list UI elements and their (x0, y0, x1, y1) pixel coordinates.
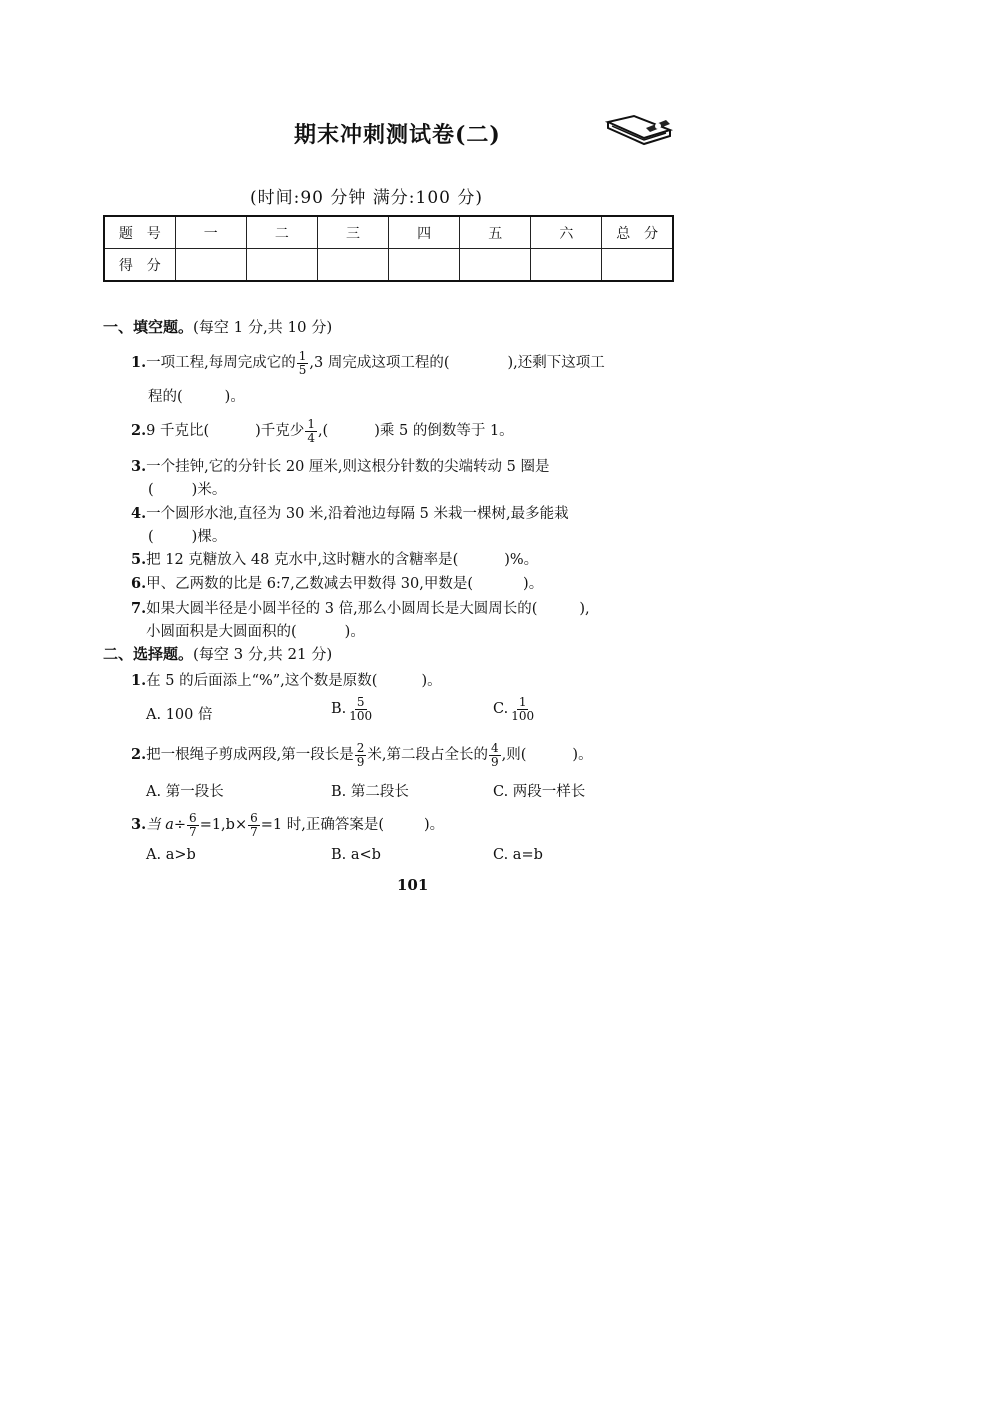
fraction-numerator: 6 (189, 811, 197, 825)
question-number: 3. (131, 458, 147, 475)
fraction-numerator: 4 (491, 741, 499, 755)
fraction (305, 418, 317, 444)
question-text: ,则( (501, 747, 527, 764)
score-cell[interactable] (602, 249, 673, 282)
question-text: 米,第二段占全长的 (367, 747, 488, 764)
option-c[interactable]: C. 两段一样长 (493, 784, 586, 800)
table-cell: 三 (317, 216, 388, 249)
question-text: )。 (572, 747, 593, 764)
fraction-denominator: 7 (189, 824, 197, 839)
fraction-numerator: 5 (356, 695, 365, 709)
table-cell: 一 (175, 216, 246, 249)
table-cell: 二 (246, 216, 317, 249)
section-heading (103, 316, 332, 337)
question-number: 4. (131, 505, 147, 522)
question-text: )。 (523, 576, 544, 592)
question-1-7 (131, 597, 590, 618)
question-text: 一个挂钟,它的分针长 20 厘米,则这根分针数的尖端转动 5 圈是 (146, 459, 550, 475)
fraction (355, 742, 367, 768)
exam-meta: (时间:90 分钟 满分:100 分) (250, 188, 484, 208)
fraction-denominator: 9 (491, 754, 499, 769)
option-a[interactable]: A. 第一段长 (146, 784, 224, 800)
question-text: =1 时,正确答案是( (260, 817, 384, 834)
fraction-denominator: 9 (356, 754, 365, 769)
question-number: 6. (131, 575, 147, 592)
question-text: ( (148, 482, 154, 498)
question-text: ,( (317, 423, 329, 440)
option-c[interactable]: C. a=b (493, 847, 543, 863)
score-cell[interactable] (389, 249, 460, 282)
question-text: )千克少 (255, 423, 305, 440)
section-title: 二、选择题。 (103, 645, 194, 663)
question-text: )乘 5 的倒数等于 1。 (374, 423, 514, 440)
question-text: )。 (344, 624, 365, 640)
score-cell[interactable] (317, 249, 388, 282)
fraction-numerator: 1 (298, 349, 307, 363)
option-b[interactable]: B. 第二段长 (331, 784, 409, 800)
fraction-denominator: 4 (307, 430, 315, 445)
score-cell[interactable] (175, 249, 246, 282)
option-label: B. (331, 701, 347, 718)
fraction-denominator: 100 (511, 708, 535, 723)
option-a[interactable]: A. a>b (146, 847, 196, 863)
option-b[interactable] (331, 696, 375, 722)
fraction (248, 812, 260, 838)
question-1-2 (131, 418, 514, 444)
fraction (187, 812, 199, 838)
question-2-2 (131, 742, 593, 768)
table-cell: 四 (389, 216, 460, 249)
question-number: 5. (131, 551, 147, 568)
question-text: 一项工程,每周完成它的 (146, 355, 296, 372)
question-2-3 (131, 812, 444, 838)
page-title: 期末冲刺测试卷(二) (294, 122, 501, 148)
score-table (103, 215, 674, 282)
question-number: 2. (131, 746, 147, 764)
question-1-4-line2 (148, 525, 226, 546)
section-title: 一、填空题。 (103, 318, 194, 336)
question-text: 甲、乙两数的比是 6:7,乙数减去甲数得 30,甲数是( (146, 576, 474, 592)
fraction-numerator: 6 (250, 811, 258, 825)
question-text: )。 (424, 817, 445, 834)
table-cell: 六 (531, 216, 602, 249)
question-text: 一个圆形水池,直径为 30 米,沿着池边每隔 5 米栽一棵树,最多能栽 (146, 506, 569, 522)
question-text: ( (148, 529, 154, 545)
question-1-7-line2 (146, 620, 365, 641)
fraction (509, 696, 536, 722)
question-1-6 (131, 572, 543, 593)
fraction-numerator: 1 (518, 695, 527, 709)
section-note: (每空 3 分,共 21 分) (193, 645, 333, 663)
fraction-denominator: 5 (298, 362, 307, 377)
question-text: )棵。 (191, 529, 227, 545)
question-text: 把 12 克糖放入 48 克水中,这时糖水的含糖率是( (146, 552, 459, 568)
table-cell: 得 分 (104, 249, 175, 282)
fraction (489, 742, 501, 768)
page-number: 101 (397, 876, 429, 894)
option-label: C. (493, 701, 509, 718)
question-text: =1,b× (199, 817, 248, 834)
fraction (297, 350, 309, 376)
fraction-numerator: 1 (307, 417, 315, 431)
question-text: 程的( (148, 389, 183, 405)
book-pencil-icon (604, 112, 674, 152)
question-text: 9 千克比( (146, 423, 210, 440)
question-1-4 (131, 502, 569, 523)
question-text: 小圆面积是大圆面积的( (146, 624, 297, 640)
question-1-3 (131, 455, 549, 476)
question-number: 1. (131, 354, 147, 372)
fraction-denominator: 100 (349, 708, 373, 723)
question-text: 在 5 的后面添上“%”,这个数是原数( (146, 673, 378, 689)
section-note: (每空 1 分,共 10 分) (193, 318, 333, 336)
question-text: 当 a÷ (146, 817, 187, 834)
question-1-1 (131, 350, 605, 376)
question-1-3-line2 (148, 478, 226, 499)
option-b[interactable]: B. a<b (331, 847, 381, 863)
question-text: )米。 (191, 482, 227, 498)
question-1-5 (131, 548, 538, 569)
question-2-1 (131, 669, 442, 690)
question-number: 1. (131, 672, 147, 689)
table-cell: 总 分 (602, 216, 673, 249)
score-header-row (104, 216, 673, 249)
question-text: ,3 周完成这项工程的( (309, 355, 450, 372)
question-text: 如果大圆半径是小圆半径的 3 倍,那么小圆周长是大圆周长的( (146, 601, 538, 617)
score-cell[interactable] (460, 249, 531, 282)
score-cell[interactable] (531, 249, 602, 282)
score-cell[interactable] (246, 249, 317, 282)
option-a[interactable]: A. 100 倍 (146, 707, 213, 723)
option-c[interactable] (493, 696, 537, 722)
question-text: )。 (421, 673, 442, 689)
question-text: 把一根绳子剪成两段,第一段长是 (146, 747, 354, 764)
question-1-1-line2 (148, 385, 245, 406)
fraction-denominator: 7 (250, 824, 258, 839)
question-text: ),还剩下这项工 (507, 355, 605, 372)
fraction (347, 696, 374, 722)
section-heading (103, 643, 332, 664)
table-cell: 五 (460, 216, 531, 249)
table-cell: 题 号 (104, 216, 175, 249)
question-text: )。 (224, 389, 245, 405)
question-text: )%。 (504, 552, 539, 568)
question-number: 2. (131, 422, 147, 440)
question-number: 3. (131, 816, 147, 834)
question-number: 7. (131, 600, 147, 617)
question-text: ), (579, 601, 590, 617)
score-row (104, 249, 673, 282)
fraction-numerator: 2 (356, 741, 365, 755)
